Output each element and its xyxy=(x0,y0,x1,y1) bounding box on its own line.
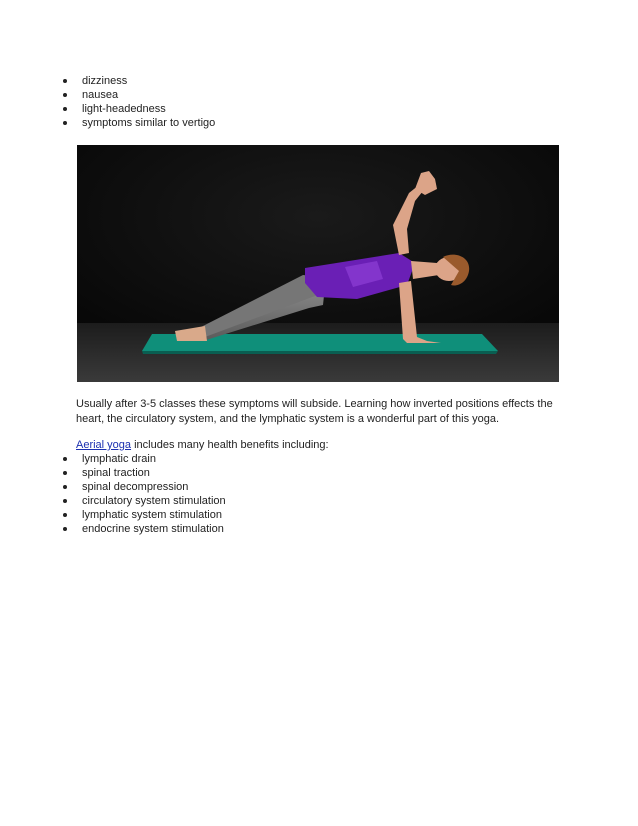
aerial-yoga-link[interactable]: Aerial yoga xyxy=(76,439,132,451)
benefits-intro xyxy=(76,438,329,452)
bullet-icon xyxy=(63,527,67,531)
bullet-icon xyxy=(63,107,67,111)
bullet-icon xyxy=(63,457,67,461)
bullet-icon xyxy=(63,471,67,475)
body-paragraph: Usually after 3-5 classes these symptoms will subside. Learning how inverted positions effects the heart, the circulatory system, and the lymphatic system is a wonderful part of this yoga. xyxy=(76,398,553,425)
bullet-icon xyxy=(63,499,67,503)
bullet-icon xyxy=(63,79,67,83)
bullet-icon xyxy=(63,93,67,97)
bullet-icon xyxy=(63,485,67,489)
yoga-mat-shade xyxy=(142,351,498,354)
bullet-icon xyxy=(63,513,67,517)
benefits-intro-text: includes many health benefits including: xyxy=(131,439,329,451)
yoga-photo xyxy=(77,145,559,382)
bullet-icon xyxy=(63,121,67,125)
